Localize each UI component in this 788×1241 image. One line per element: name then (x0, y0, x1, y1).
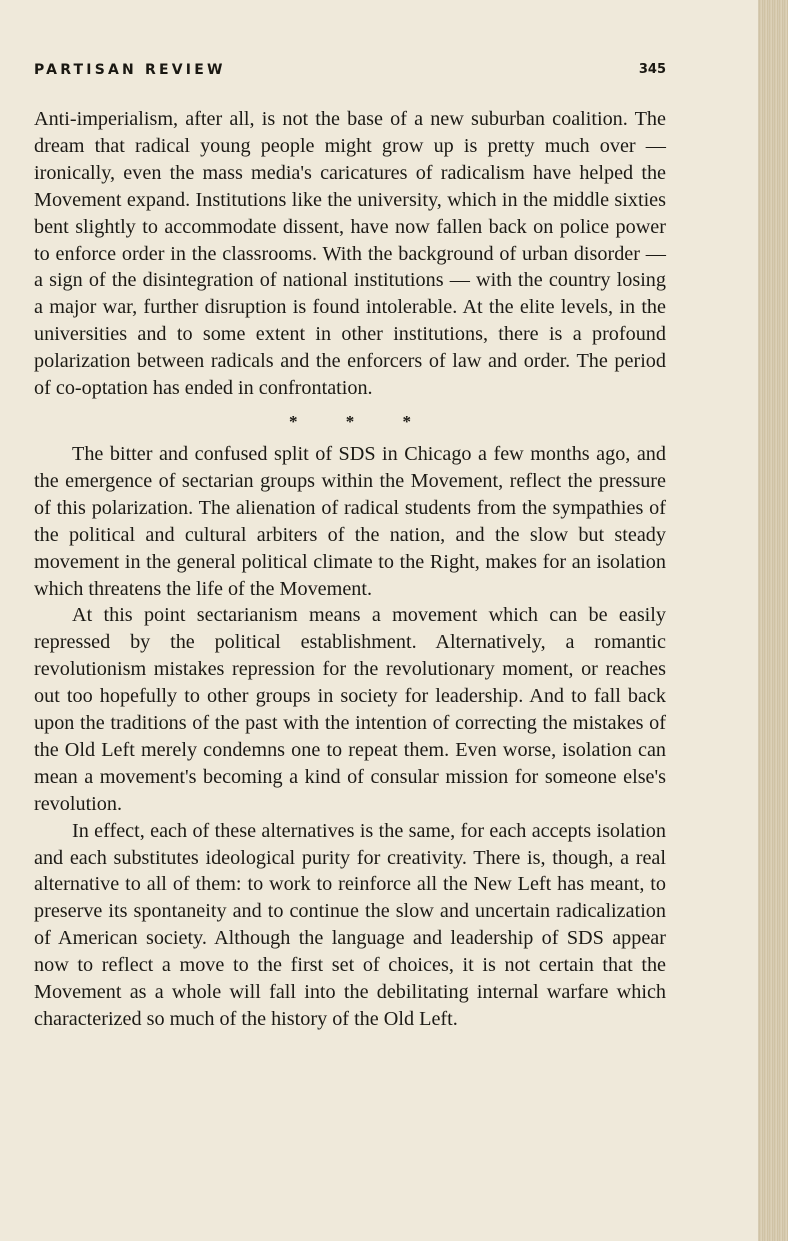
section-break: * * * (289, 411, 433, 431)
article-body (34, 106, 666, 1033)
paragraph-1: Anti-imperialism, after all, is not the base of a new suburban coalition. The dream that radical young people might grow up is pretty much over — ironically, even the mass media's caricatures of radicalism have helped the Movement expand. Institutions like the university, which in the middle sixties bent slightly to accommodate dissent, have now fallen back on police power to enforce order in the classrooms. With the background of urban disorder — a sign of the disintegration of national institutions — with the country losing a major war, further disruption is found intolerable. At the elite levels, in the universities and to some extent in other institutions, there is a profound polarization between radicals and the enforcers of law and order. The period of co-optation has ended in confrontation. (34, 108, 666, 400)
paragraph-4: In effect, each of these alternatives is the same, for each accepts isolation and each substitutes ideological purity for creativity. There is, though, a real alternative to all of them: to work to reinforce all the New Left has meant, to preserve its spontaneity and to continue the slow and uncertain radicalization of American society. Although the language and leadership of SDS appear now to reflect a move to the first set of choices, it is not certain that the Movement as a whole will fall into the debilitating internal warfare which characterized so much of the history of the Old Left. (34, 819, 666, 1030)
paragraph-3: At this point sectarianism means a movement which can be easily repressed by the political establishment. Alternatively, a romantic revolutionism mistakes repression for the revolutionary moment, or reaches out too hopefully to other groups in society for leadership. And to fall back upon the traditions of the past with the intention of correcting the mistakes of the Old Left merely condemns one to repeat them. Even worse, isolation can mean a movement's becoming a kind of consular mission for someone else's revolution. (34, 604, 666, 815)
running-head (34, 60, 666, 84)
journal-title: PARTISAN REVIEW (34, 62, 226, 78)
paragraph-2: The bitter and confused split of SDS in Chicago a few months ago, and the emergence of sectarian groups within the Movement, reflect the pressure of this polarization. The alienation of radical students from the sympathies of the political and cultural arbiters of the nation, and the slow but steady movement in the general political climate to the Right, makes for an isolation which threatens the life of the Movement. (34, 442, 666, 600)
page-number: 345 (638, 62, 666, 77)
page-edge (758, 0, 788, 1241)
